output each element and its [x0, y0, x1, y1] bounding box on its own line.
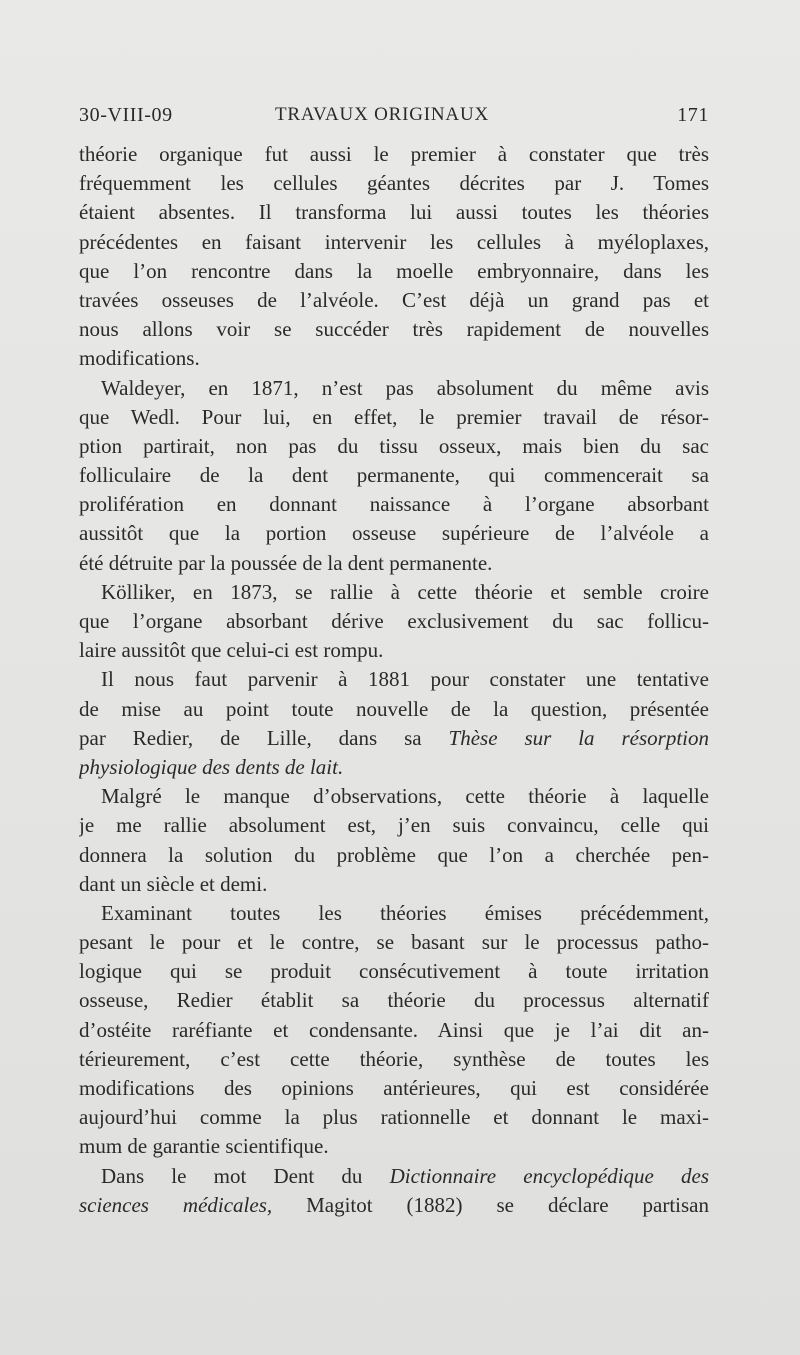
text-line: d’ostéite raréfiante et condensante. Ainsi que je l’ai dit an-	[79, 1017, 709, 1042]
text-line: prolifération en donnant naissance à l’organe absorbant	[79, 492, 709, 517]
book-title-italic: Dictionnaire encyclopédique des	[389, 1163, 709, 1188]
book-title-italic: sciences médicales,	[79, 1192, 273, 1217]
text-line: Dans le mot Dent du Dictionnaire encyclopédique des	[101, 1163, 709, 1188]
text-line: modifications des opinions antérieures, qui est considérée	[79, 1076, 709, 1100]
text-line	[79, 753, 709, 782]
text-line: Kölliker, en 1873, se rallie à cette théorie et semble croire	[101, 579, 709, 604]
text-line: fréquemment les cellules géantes décrites par J. Tomes	[79, 171, 709, 196]
header-date: 30-VIII-09	[79, 104, 173, 126]
text-line: Malgré le manque d’observations, cette théorie à laquelle	[101, 784, 709, 809]
text-line: aussitôt que la portion osseuse supérieure de l’alvéole a	[79, 521, 709, 546]
book-title-italic: Thèse sur la résorption	[448, 725, 709, 750]
header-title: TRAVAUX ORIGINAUX	[275, 104, 489, 125]
text-line: travées osseuses de l’alvéole. C’est déjà un grand pas et	[79, 287, 709, 312]
text-line: logique qui se produit consécutivement à toute irritation	[79, 959, 709, 984]
text-line: térieurement, c’est cette théorie, synthèse de toutes les	[79, 1046, 709, 1071]
text-line: par Redier, de Lille, dans sa Thèse sur la résorption	[79, 725, 709, 750]
text-line: que l’on rencontre dans la moelle embryonnaire, dans les	[79, 258, 709, 283]
text-line: de mise au point toute nouvelle de la question, présentée	[79, 696, 709, 721]
text-line: aujourd’hui comme la plus rationnelle et donnant le maxi-	[79, 1105, 709, 1130]
text-line: Il nous faut parvenir à 1881 pour constater une tentative	[101, 667, 709, 692]
text-line: Examinant toutes les théories émises précédemment,	[101, 900, 709, 925]
text-line: que l’organe absorbant dérive exclusivement du sac follicu-	[79, 609, 709, 633]
text-line: étaient absentes. Il transforma lui aussi toutes les théories	[79, 200, 709, 225]
text-line: osseuse, Redier établit sa théorie du processus alternatif	[79, 988, 709, 1013]
page-number: 171	[677, 104, 709, 126]
text-line: Waldeyer, en 1871, n’est pas absolument du même avis	[101, 375, 709, 400]
text-line: ption partirait, non pas du tissu osseux, mais bien du sac	[79, 433, 709, 458]
text-line: modifications.	[79, 346, 200, 371]
text-line: donnera la solution du problème que l’on a cherchée pen-	[79, 842, 709, 867]
body-text	[79, 140, 709, 1220]
text-line: pesant le pour et le contre, se basant sur le processus patho-	[79, 930, 709, 955]
text-line: laire aussitôt que celui-ci est rompu.	[79, 638, 384, 663]
text-line: précédentes en faisant intervenir les cellules à myéloplaxes,	[79, 229, 709, 254]
text-line: folliculaire de la dent permanente, qui commencerait sa	[79, 463, 709, 488]
text-line: que Wedl. Pour lui, en effet, le premier travail de résor-	[79, 404, 709, 429]
running-header	[79, 104, 709, 134]
text-line: je me rallie absolument est, j’en suis convaincu, celle qui	[79, 813, 709, 838]
text-line: théorie organique fut aussi le premier à constater que très	[79, 142, 709, 166]
text-line: été détruite par la poussée de la dent permanente.	[79, 550, 493, 575]
text-line: dant un siècle et demi.	[79, 871, 268, 896]
book-title-italic: physiologique des dents de lait.	[79, 754, 344, 779]
text-line: mum de garantie scientifique.	[79, 1134, 329, 1159]
text-line: nous allons voir se succéder très rapidement de nouvelles	[79, 317, 709, 342]
text-line: sciences médicales, Magitot (1882) se déclare partisan	[79, 1192, 709, 1217]
